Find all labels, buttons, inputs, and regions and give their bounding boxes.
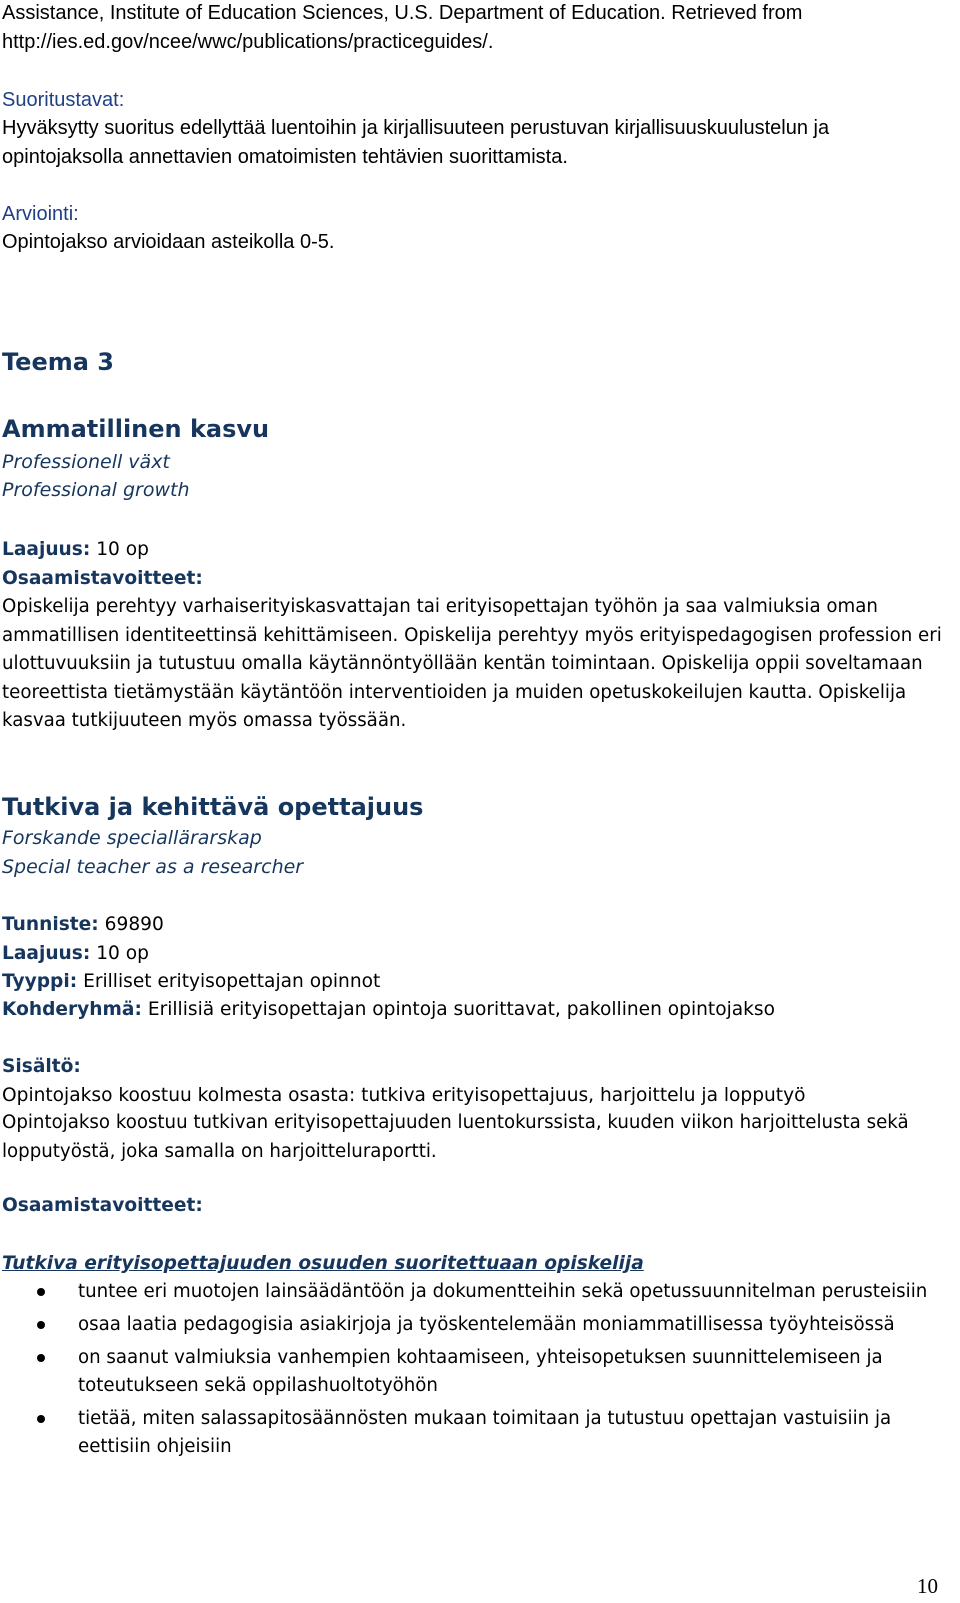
list-item-text: osaa laatia pedagogisia asiakirjoja ja työskentelemään moniammatillisessa työyhteisössä bbox=[78, 1314, 895, 1335]
tyyppi-row bbox=[2, 971, 380, 992]
kohderyhma-label: Kohderyhmä: bbox=[2, 999, 142, 1020]
tyyppi-label: Tyyppi: bbox=[2, 971, 78, 992]
suoritustavat-label: Suoritustavat: bbox=[2, 89, 125, 111]
laajuus-value: 10 op bbox=[96, 943, 149, 964]
reference-line-2: http://ies.ed.gov/ncee/wwc/publications/practiceguides/. bbox=[2, 31, 494, 53]
tunniste-value: 69890 bbox=[104, 914, 164, 935]
laajuus-row-2 bbox=[2, 943, 149, 964]
osaamistavoitteet-label-1: Osaamistavoitteet: bbox=[2, 568, 203, 589]
learning-outcomes-list bbox=[0, 1278, 940, 1466]
list-item-text: tuntee eri muotojen lainsäädäntöön ja dokumentteihin sekä opetussuunnitelman perusteisiin bbox=[78, 1281, 928, 1302]
osaamistavoitteet-label-2: Osaamistavoitteet: bbox=[2, 1195, 203, 1216]
suoritustavat-text-2: opintojaksolla annettavien omatoimisten tehtävien suorittamista. bbox=[2, 146, 568, 168]
laajuus-value: 10 op bbox=[96, 539, 149, 560]
bullet-icon bbox=[37, 1354, 45, 1362]
laajuus-label: Laajuus: bbox=[2, 539, 91, 560]
list-item bbox=[0, 1311, 940, 1339]
sisalto-paragraph: Opintojakso koostuu tutkivan erityisopettajuuden luentokurssista, kuuden viikon harjoittelusta sekä lopputyöstä, joka samalla on harjoitteluraportti. bbox=[2, 1112, 909, 1162]
list-item-text: tietää, miten salassapitosäännösten mukaan toimitaan ja tutustuu opettajan vastuisiin ja eettisiin ohjeisiin bbox=[78, 1408, 892, 1457]
bullet-icon bbox=[37, 1415, 45, 1423]
tunniste-label: Tunniste: bbox=[2, 914, 99, 935]
tunniste-row bbox=[2, 914, 164, 935]
course-title-tutkiva: Tutkiva ja kehittävä opettajuus bbox=[2, 793, 424, 821]
sisalto-label: Sisältö: bbox=[2, 1056, 81, 1077]
course-title-tutkiva-en: Special teacher as a researcher bbox=[2, 856, 304, 878]
page-number: 10 bbox=[917, 1574, 938, 1598]
arviointi-label: Arviointi: bbox=[2, 203, 79, 225]
course-title-ammatillinen: Ammatillinen kasvu bbox=[2, 415, 270, 443]
course-title-tutkiva-sv: Forskande speciallärarskap bbox=[2, 827, 262, 849]
osaamistavoitteet-paragraph-1: Opiskelija perehtyy varhaiserityiskasvattajan tai erityisopettajan työhön ja saa valmiuksia oman ammatillisen identiteettinsä kehittämiseen. Opiskelija perehtyy myös erityispedagogisen profession eri ulottuvuuksiin ja tutustuu omalla käytännöntyöllään kentän toimintaan. Opiskelija oppii soveltamaan teoreettista tietämystään käytäntöön interventioiden ja muiden opetuskokeilujen kautta. Opiskelija kasvaa tutkijuuteen myös omassa työssään. bbox=[2, 596, 942, 731]
course-title-sv: Professionell växt bbox=[2, 451, 170, 473]
list-item bbox=[0, 1344, 940, 1400]
kohderyhma-value: Erillisiä erityisopettajan opintoja suorittavat, pakollinen opintojakso bbox=[147, 999, 775, 1020]
sisalto-line-1: Opintojakso koostuu kolmesta osasta: tutkiva erityisopettajuus, harjoittelu ja lopputyö bbox=[2, 1085, 806, 1106]
osaamistavoitteet-subheading: Tutkiva erityisopettajuuden osuuden suoritettuaan opiskelija bbox=[2, 1253, 644, 1274]
bullet-icon bbox=[37, 1321, 45, 1329]
bullet-icon bbox=[37, 1288, 45, 1296]
laajuus-row-1 bbox=[2, 539, 149, 560]
kohderyhma-row bbox=[2, 999, 775, 1020]
course-title-en: Professional growth bbox=[2, 479, 190, 501]
list-item bbox=[0, 1405, 940, 1461]
suoritustavat-text-1: Hyväksytty suoritus edellyttää luentoihin ja kirjallisuuteen perustuvan kirjallisuuskuulustelun ja bbox=[2, 117, 830, 139]
theme-heading: Teema 3 bbox=[2, 348, 114, 376]
list-item bbox=[0, 1278, 940, 1306]
reference-line-1: Assistance, Institute of Education Sciences, U.S. Department of Education. Retrieved from bbox=[2, 2, 803, 24]
tyyppi-value: Erilliset erityisopettajan opinnot bbox=[83, 971, 381, 992]
laajuus-label: Laajuus: bbox=[2, 943, 91, 964]
arviointi-text: Opintojakso arvioidaan asteikolla 0-5. bbox=[2, 231, 335, 253]
list-item-text: on saanut valmiuksia vanhempien kohtaamiseen, yhteisopetuksen suunnittelemiseen ja toteutukseen sekä oppilashuoltotyöhön bbox=[78, 1347, 883, 1396]
